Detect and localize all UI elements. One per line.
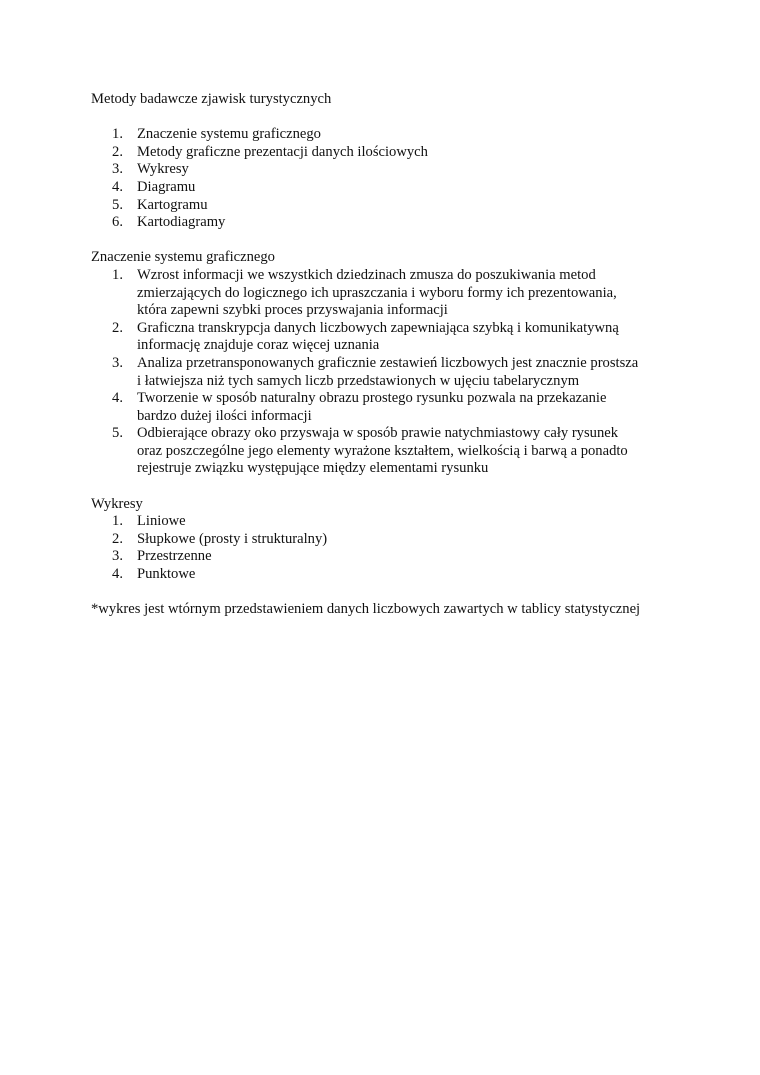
- list-number: 1.: [112, 126, 123, 143]
- list-number: 6.: [112, 214, 123, 231]
- list-item-text: Liniowe: [137, 513, 186, 530]
- list-item-text: Przestrzenne: [137, 548, 212, 565]
- list-item: [91, 267, 691, 320]
- list-number: 4.: [112, 390, 123, 407]
- list-item: [91, 548, 691, 566]
- text-line: informację znajduje coraz więcej uznania: [137, 337, 380, 354]
- list-item-text: [137, 355, 691, 390]
- list-item-text: Wykresy: [137, 161, 189, 178]
- list-number: 5.: [112, 196, 123, 213]
- list-item-text: [137, 320, 691, 355]
- list-item: [91, 126, 691, 144]
- list-number: 4.: [112, 566, 123, 583]
- footnote: *wykres jest wtórnym przedstawieniem danych liczbowych zawartych w tablicy statystycznej: [91, 601, 641, 618]
- list-item: [91, 513, 691, 531]
- text-line: Wzrost informacji we wszystkich dziedzinach zmusza do poszukiwania metod: [137, 266, 596, 283]
- list-number: 3.: [112, 548, 123, 565]
- list-item-text: Punktowe: [137, 566, 196, 583]
- outline-list: [91, 126, 691, 232]
- spacer: [91, 478, 691, 496]
- text-line: Odbierające obrazy oko przyswaja w sposób prawie natychmiastowy cały rysunek: [137, 425, 619, 442]
- text-line: bardzo dużej ilości informacji: [137, 407, 312, 424]
- list-item-text: Słupkowe (prosty i strukturalny): [137, 530, 328, 547]
- text-line: Graficzna transkrypcja danych liczbowych zapewniająca szybką i komunikatywną: [137, 319, 619, 336]
- list-number: 2.: [112, 143, 123, 160]
- list-item: [91, 566, 691, 584]
- list-item: [91, 197, 691, 215]
- document-body: [91, 91, 691, 619]
- list-item: [91, 355, 691, 390]
- list-item: [91, 390, 691, 425]
- list-item-text: Kartodiagramy: [137, 214, 226, 231]
- list-number: 2.: [112, 319, 123, 336]
- list-number: 1.: [112, 513, 123, 530]
- section2-list: [91, 513, 691, 583]
- document-title: Metody badawcze zjawisk turystycznych: [91, 91, 332, 107]
- list-number: 2.: [112, 530, 123, 547]
- list-item: [91, 320, 691, 355]
- section-heading: Wykresy: [91, 495, 143, 512]
- list-item: [91, 214, 691, 232]
- list-item-text: Kartogramu: [137, 196, 208, 213]
- list-number: 3.: [112, 354, 123, 371]
- text-line: Analiza przetransponowanych graficznie zestawień liczbowych jest znacznie prostsza: [137, 354, 639, 371]
- list-number: 1.: [112, 266, 123, 283]
- list-item-text: [137, 267, 691, 320]
- list-item-text: [137, 390, 691, 425]
- text-line: oraz poszczególne jego elementy wyrażone kształtem, wielkością i barwą a ponadto: [137, 442, 628, 459]
- list-number: 4.: [112, 178, 123, 195]
- text-line: Tworzenie w sposób naturalny obrazu prostego rysunku pozwala na przekazanie: [137, 390, 607, 407]
- list-number: 5.: [112, 425, 123, 442]
- list-item: [91, 425, 691, 478]
- section1-list: [91, 267, 691, 478]
- list-item: [91, 179, 691, 197]
- list-item: [91, 161, 691, 179]
- text-line: zmierzających do logicznego ich upraszczania i wyboru formy ich prezentowania,: [137, 284, 617, 301]
- spacer: [91, 584, 691, 602]
- section-heading: Znaczenie systemu graficznego: [91, 249, 275, 266]
- spacer: [91, 232, 691, 250]
- list-item-text: Metody graficzne prezentacji danych ilościowych: [137, 143, 428, 160]
- list-item-text: Znaczenie systemu graficznego: [137, 126, 321, 143]
- list-number: 3.: [112, 161, 123, 178]
- text-line: rejestruje związku występujące między elementami rysunku: [137, 460, 489, 477]
- list-item-text: Diagramu: [137, 178, 196, 195]
- text-line: i łatwiejsza niż tych samych liczb przedstawionych w ujęciu tabelarycznym: [137, 372, 580, 389]
- spacer: [91, 109, 691, 127]
- text-line: która zapewni szybki proces przyswajania informacji: [137, 302, 448, 319]
- list-item: [91, 531, 691, 549]
- list-item: [91, 144, 691, 162]
- list-item-text: [137, 425, 691, 478]
